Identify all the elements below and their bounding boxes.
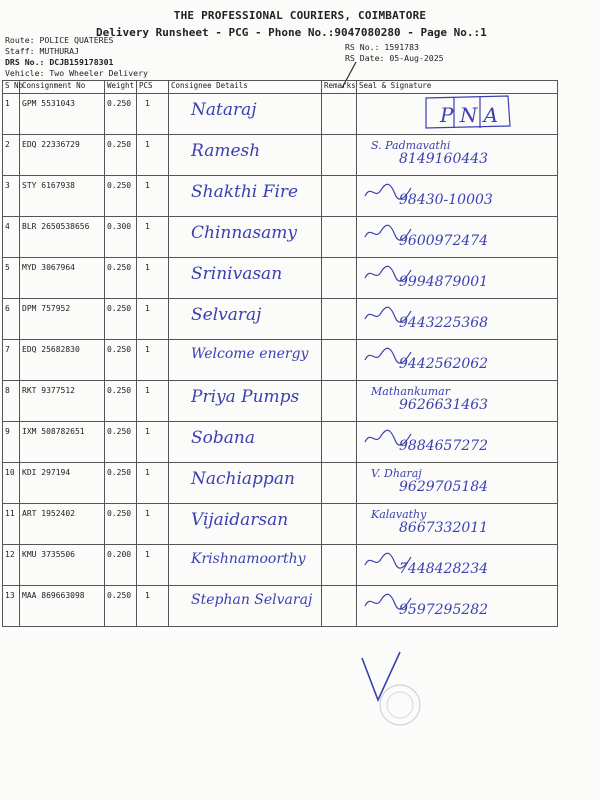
row-pcs-text: 1 bbox=[145, 304, 150, 313]
row-remarks bbox=[322, 176, 357, 217]
consignee-handwriting: Selvaraj bbox=[191, 305, 262, 325]
row-consignee bbox=[169, 504, 322, 545]
consignee-handwriting: Nataraj bbox=[191, 100, 257, 120]
row-sno bbox=[3, 381, 20, 422]
consignee-handwriting: Srinivasan bbox=[191, 264, 283, 284]
row-pcs-text: 1 bbox=[145, 263, 150, 272]
row-weight-text: 0.300 bbox=[107, 222, 132, 231]
row-sno-text: 12 bbox=[5, 550, 15, 559]
row-remarks bbox=[322, 258, 357, 299]
consignee-handwriting: Vijaidarsan bbox=[191, 510, 289, 530]
row-weight bbox=[105, 504, 137, 545]
sheet-title: Delivery Runsheet - PCG - Phone No.:9047080280 - Page No.:1 bbox=[96, 26, 487, 39]
row-seal-signature bbox=[357, 422, 558, 463]
row-consignment-no-text: KDI 297194 bbox=[22, 468, 71, 477]
consignee-handwriting: Ramesh bbox=[191, 141, 261, 161]
row-consignment-no-text: GPM 5531043 bbox=[22, 99, 75, 108]
table-row bbox=[3, 258, 558, 299]
signer-phone: 7448428234 bbox=[399, 561, 489, 577]
row-seal-signature bbox=[357, 217, 558, 258]
row-consignment-no bbox=[20, 463, 105, 504]
row-weight-text: 0.250 bbox=[107, 181, 132, 190]
row-consignment-no-text: IXM 508782651 bbox=[22, 427, 85, 436]
row-remarks bbox=[322, 422, 357, 463]
row-pcs-text: 1 bbox=[145, 222, 150, 231]
row-weight bbox=[105, 217, 137, 258]
row-sno-text: 4 bbox=[5, 222, 10, 231]
row-consignee bbox=[169, 176, 322, 217]
consignee-handwriting: Shakthi Fire bbox=[191, 182, 299, 202]
row-consignment-no bbox=[20, 504, 105, 545]
row-pcs bbox=[137, 299, 169, 340]
row-seal-signature bbox=[357, 504, 558, 545]
row-sno bbox=[3, 135, 20, 176]
signer-name: Mathankumar bbox=[371, 385, 450, 398]
row-consignment-no bbox=[20, 258, 105, 299]
row-consignment-no bbox=[20, 340, 105, 381]
row-pcs bbox=[137, 381, 169, 422]
row-pcs bbox=[137, 258, 169, 299]
signer-phone: 9994879001 bbox=[399, 274, 489, 290]
table-row bbox=[3, 176, 558, 217]
row-weight-text: 0.250 bbox=[107, 468, 132, 477]
signer-phone: 98430-10003 bbox=[399, 192, 493, 208]
row-remarks bbox=[322, 299, 357, 340]
table-row bbox=[3, 217, 558, 258]
row-pcs bbox=[137, 176, 169, 217]
row-consignee bbox=[169, 217, 322, 258]
row-seal-signature bbox=[357, 340, 558, 381]
signature-area bbox=[357, 340, 557, 380]
row-weight-text: 0.250 bbox=[107, 263, 132, 272]
consignee-handwriting: Welcome energy bbox=[191, 346, 309, 362]
consignee-handwriting: Nachiappan bbox=[191, 469, 295, 489]
signer-phone: 9600972474 bbox=[399, 233, 489, 249]
row-pcs bbox=[137, 217, 169, 258]
row-sno-text: 1 bbox=[5, 99, 10, 108]
row-sno-text: 8 bbox=[5, 386, 10, 395]
row-weight-text: 0.250 bbox=[107, 345, 132, 354]
row-consignment-no-text: ART 1952402 bbox=[22, 509, 75, 518]
signer-name: Kalavathy bbox=[371, 508, 427, 521]
row-consignee bbox=[169, 94, 322, 135]
table-row bbox=[3, 586, 558, 627]
pna-signature bbox=[420, 92, 514, 132]
row-sno bbox=[3, 586, 20, 627]
row-consignment-no bbox=[20, 299, 105, 340]
row-remarks bbox=[322, 340, 357, 381]
col-consignment: Consignment No bbox=[20, 81, 105, 94]
row-consignment-no-text: RKT 9377512 bbox=[22, 386, 75, 395]
row-sno-text: 3 bbox=[5, 181, 10, 190]
signature-area bbox=[357, 135, 557, 175]
row-seal-signature bbox=[357, 381, 558, 422]
row-consignment-no bbox=[20, 586, 105, 627]
col-consignee: Consignee Details bbox=[169, 81, 322, 94]
row-weight bbox=[105, 94, 137, 135]
row-weight bbox=[105, 545, 137, 586]
row-seal-signature bbox=[357, 299, 558, 340]
row-consignee bbox=[169, 258, 322, 299]
row-sno bbox=[3, 299, 20, 340]
row-pcs-text: 1 bbox=[145, 140, 150, 149]
vehicle-label: Vehicle: Two Wheeler Delivery bbox=[5, 68, 148, 78]
row-consignee bbox=[169, 463, 322, 504]
row-pcs bbox=[137, 422, 169, 463]
row-consignee bbox=[169, 586, 322, 627]
row-consignment-no bbox=[20, 381, 105, 422]
row-weight bbox=[105, 381, 137, 422]
row-pcs bbox=[137, 463, 169, 504]
row-weight bbox=[105, 299, 137, 340]
signer-phone: 9626631463 bbox=[399, 397, 489, 413]
row-weight-text: 0.250 bbox=[107, 509, 132, 518]
row-weight bbox=[105, 135, 137, 176]
signature-area bbox=[357, 176, 557, 216]
consignee-handwriting: Stephan Selvaraj bbox=[191, 592, 313, 608]
signer-phone: 8667332011 bbox=[399, 520, 489, 536]
table-row bbox=[3, 381, 558, 422]
row-consignment-no bbox=[20, 135, 105, 176]
signature-area bbox=[357, 463, 557, 503]
row-consignee bbox=[169, 422, 322, 463]
rs-number: RS No.: 1591783 bbox=[345, 42, 419, 52]
row-consignment-no bbox=[20, 545, 105, 586]
row-pcs-text: 1 bbox=[145, 427, 150, 436]
consignee-handwriting: Krishnamoorthy bbox=[191, 551, 306, 567]
row-sno-text: 5 bbox=[5, 263, 10, 272]
runsheet-table bbox=[2, 80, 558, 627]
row-pcs-text: 1 bbox=[145, 345, 150, 354]
signature-area bbox=[357, 217, 557, 257]
row-consignment-no bbox=[20, 94, 105, 135]
row-remarks bbox=[322, 135, 357, 176]
row-weight bbox=[105, 422, 137, 463]
signature-area bbox=[357, 299, 557, 339]
row-pcs bbox=[137, 545, 169, 586]
row-weight-text: 0.250 bbox=[107, 427, 132, 436]
col-seal-signature: Seal & Signature bbox=[357, 81, 558, 94]
row-remarks bbox=[322, 381, 357, 422]
signature-area bbox=[357, 586, 557, 626]
table-row bbox=[3, 135, 558, 176]
signer-name: S. Padmavathi bbox=[371, 139, 451, 152]
drs-label: DRS No.: DCJB159178301 bbox=[5, 57, 114, 67]
consignee-handwriting: Priya Pumps bbox=[191, 387, 300, 407]
col-weight: Weight bbox=[105, 81, 137, 94]
row-remarks bbox=[322, 217, 357, 258]
row-weight-text: 0.250 bbox=[107, 386, 132, 395]
row-pcs bbox=[137, 94, 169, 135]
row-remarks bbox=[322, 545, 357, 586]
row-sno bbox=[3, 422, 20, 463]
row-consignment-no-text: DPM 757952 bbox=[22, 304, 71, 313]
row-seal-signature bbox=[357, 258, 558, 299]
row-sno bbox=[3, 258, 20, 299]
row-remarks bbox=[322, 463, 357, 504]
col-sno: S No bbox=[3, 81, 20, 94]
row-consignment-no-text: KMU 3735506 bbox=[22, 550, 75, 559]
row-pcs bbox=[137, 586, 169, 627]
row-consignee bbox=[169, 135, 322, 176]
row-sno bbox=[3, 545, 20, 586]
signature-area bbox=[357, 504, 557, 544]
row-sno bbox=[3, 340, 20, 381]
row-consignment-no-text: EDQ 25682830 bbox=[22, 345, 80, 354]
row-consignment-no bbox=[20, 176, 105, 217]
row-weight-text: 0.250 bbox=[107, 591, 132, 600]
signature-area bbox=[357, 545, 557, 585]
row-sno bbox=[3, 176, 20, 217]
table-row bbox=[3, 463, 558, 504]
row-pcs-text: 1 bbox=[145, 509, 150, 518]
table-row bbox=[3, 340, 558, 381]
row-sno-text: 7 bbox=[5, 345, 10, 354]
row-pcs-text: 1 bbox=[145, 468, 150, 477]
row-weight-text: 0.200 bbox=[107, 550, 132, 559]
signer-phone: 9884657272 bbox=[399, 438, 489, 454]
row-seal-signature bbox=[357, 545, 558, 586]
row-weight bbox=[105, 258, 137, 299]
row-seal-signature bbox=[357, 176, 558, 217]
row-weight-text: 0.250 bbox=[107, 99, 132, 108]
row-consignment-no-text: BLR 2650538656 bbox=[22, 222, 90, 231]
row-pcs-text: 1 bbox=[145, 99, 150, 108]
row-pcs bbox=[137, 504, 169, 545]
company-title: THE PROFESSIONAL COURIERS, COIMBATORE bbox=[173, 9, 427, 22]
row-consignment-no-text: MAA 869663098 bbox=[22, 591, 85, 600]
delivery-stamp bbox=[360, 650, 430, 730]
row-remarks bbox=[322, 94, 357, 135]
row-remarks bbox=[322, 504, 357, 545]
row-weight bbox=[105, 176, 137, 217]
signer-phone: 9597295282 bbox=[399, 602, 489, 618]
signature-area bbox=[357, 258, 557, 298]
row-pcs bbox=[137, 135, 169, 176]
table-row bbox=[3, 299, 558, 340]
row-sno-text: 6 bbox=[5, 304, 10, 313]
row-consignee bbox=[169, 381, 322, 422]
row-consignment-no bbox=[20, 422, 105, 463]
table-row bbox=[3, 422, 558, 463]
row-pcs-text: 1 bbox=[145, 386, 150, 395]
row-sno bbox=[3, 94, 20, 135]
table-row bbox=[3, 545, 558, 586]
row-sno-text: 9 bbox=[5, 427, 10, 436]
row-weight bbox=[105, 463, 137, 504]
row-seal-signature bbox=[357, 586, 558, 627]
row-weight-text: 0.250 bbox=[107, 304, 132, 313]
row-pcs-text: 1 bbox=[145, 550, 150, 559]
signature-area bbox=[357, 422, 557, 462]
signer-phone: 9443225368 bbox=[399, 315, 489, 331]
consignee-handwriting: Chinnasamy bbox=[191, 223, 298, 243]
row-seal-signature bbox=[357, 135, 558, 176]
row-sno-text: 11 bbox=[5, 509, 15, 518]
row-weight bbox=[105, 586, 137, 627]
row-consignee bbox=[169, 340, 322, 381]
row-weight-text: 0.250 bbox=[107, 140, 132, 149]
rs-date: RS Date: 05-Aug-2025 bbox=[345, 53, 444, 63]
signer-phone: 9442562062 bbox=[399, 356, 489, 372]
signature-area bbox=[357, 381, 557, 421]
row-seal-signature bbox=[357, 463, 558, 504]
row-sno bbox=[3, 463, 20, 504]
table-row bbox=[3, 504, 558, 545]
row-pcs bbox=[137, 340, 169, 381]
row-pcs-text: 1 bbox=[145, 591, 150, 600]
row-sno bbox=[3, 217, 20, 258]
row-sno-text: 13 bbox=[5, 591, 15, 600]
col-pcs: PCS bbox=[137, 81, 169, 94]
row-consignment-no-text: MYD 3067964 bbox=[22, 263, 75, 272]
row-consignment-no-text: EDQ 22336729 bbox=[22, 140, 80, 149]
signer-phone: 9629705184 bbox=[399, 479, 489, 495]
route-label: Route: POLICE QUATERES bbox=[5, 35, 114, 45]
row-consignee bbox=[169, 299, 322, 340]
row-sno-text: 2 bbox=[5, 140, 10, 149]
row-weight bbox=[105, 340, 137, 381]
row-pcs-text: 1 bbox=[145, 181, 150, 190]
consignee-handwriting: Sobana bbox=[191, 428, 255, 448]
row-consignee bbox=[169, 545, 322, 586]
signer-name: V. Dharaj bbox=[371, 467, 422, 480]
row-remarks bbox=[322, 586, 357, 627]
signer-phone: 8149160443 bbox=[399, 151, 489, 167]
col-remarks: Remarks bbox=[322, 81, 357, 94]
pna-letters: P N A bbox=[440, 103, 499, 127]
row-sno-text: 10 bbox=[5, 468, 15, 477]
staff-label: Staff: MUTHURAJ bbox=[5, 46, 79, 56]
row-consignment-no bbox=[20, 217, 105, 258]
row-consignment-no-text: STY 6167938 bbox=[22, 181, 75, 190]
row-sno bbox=[3, 504, 20, 545]
